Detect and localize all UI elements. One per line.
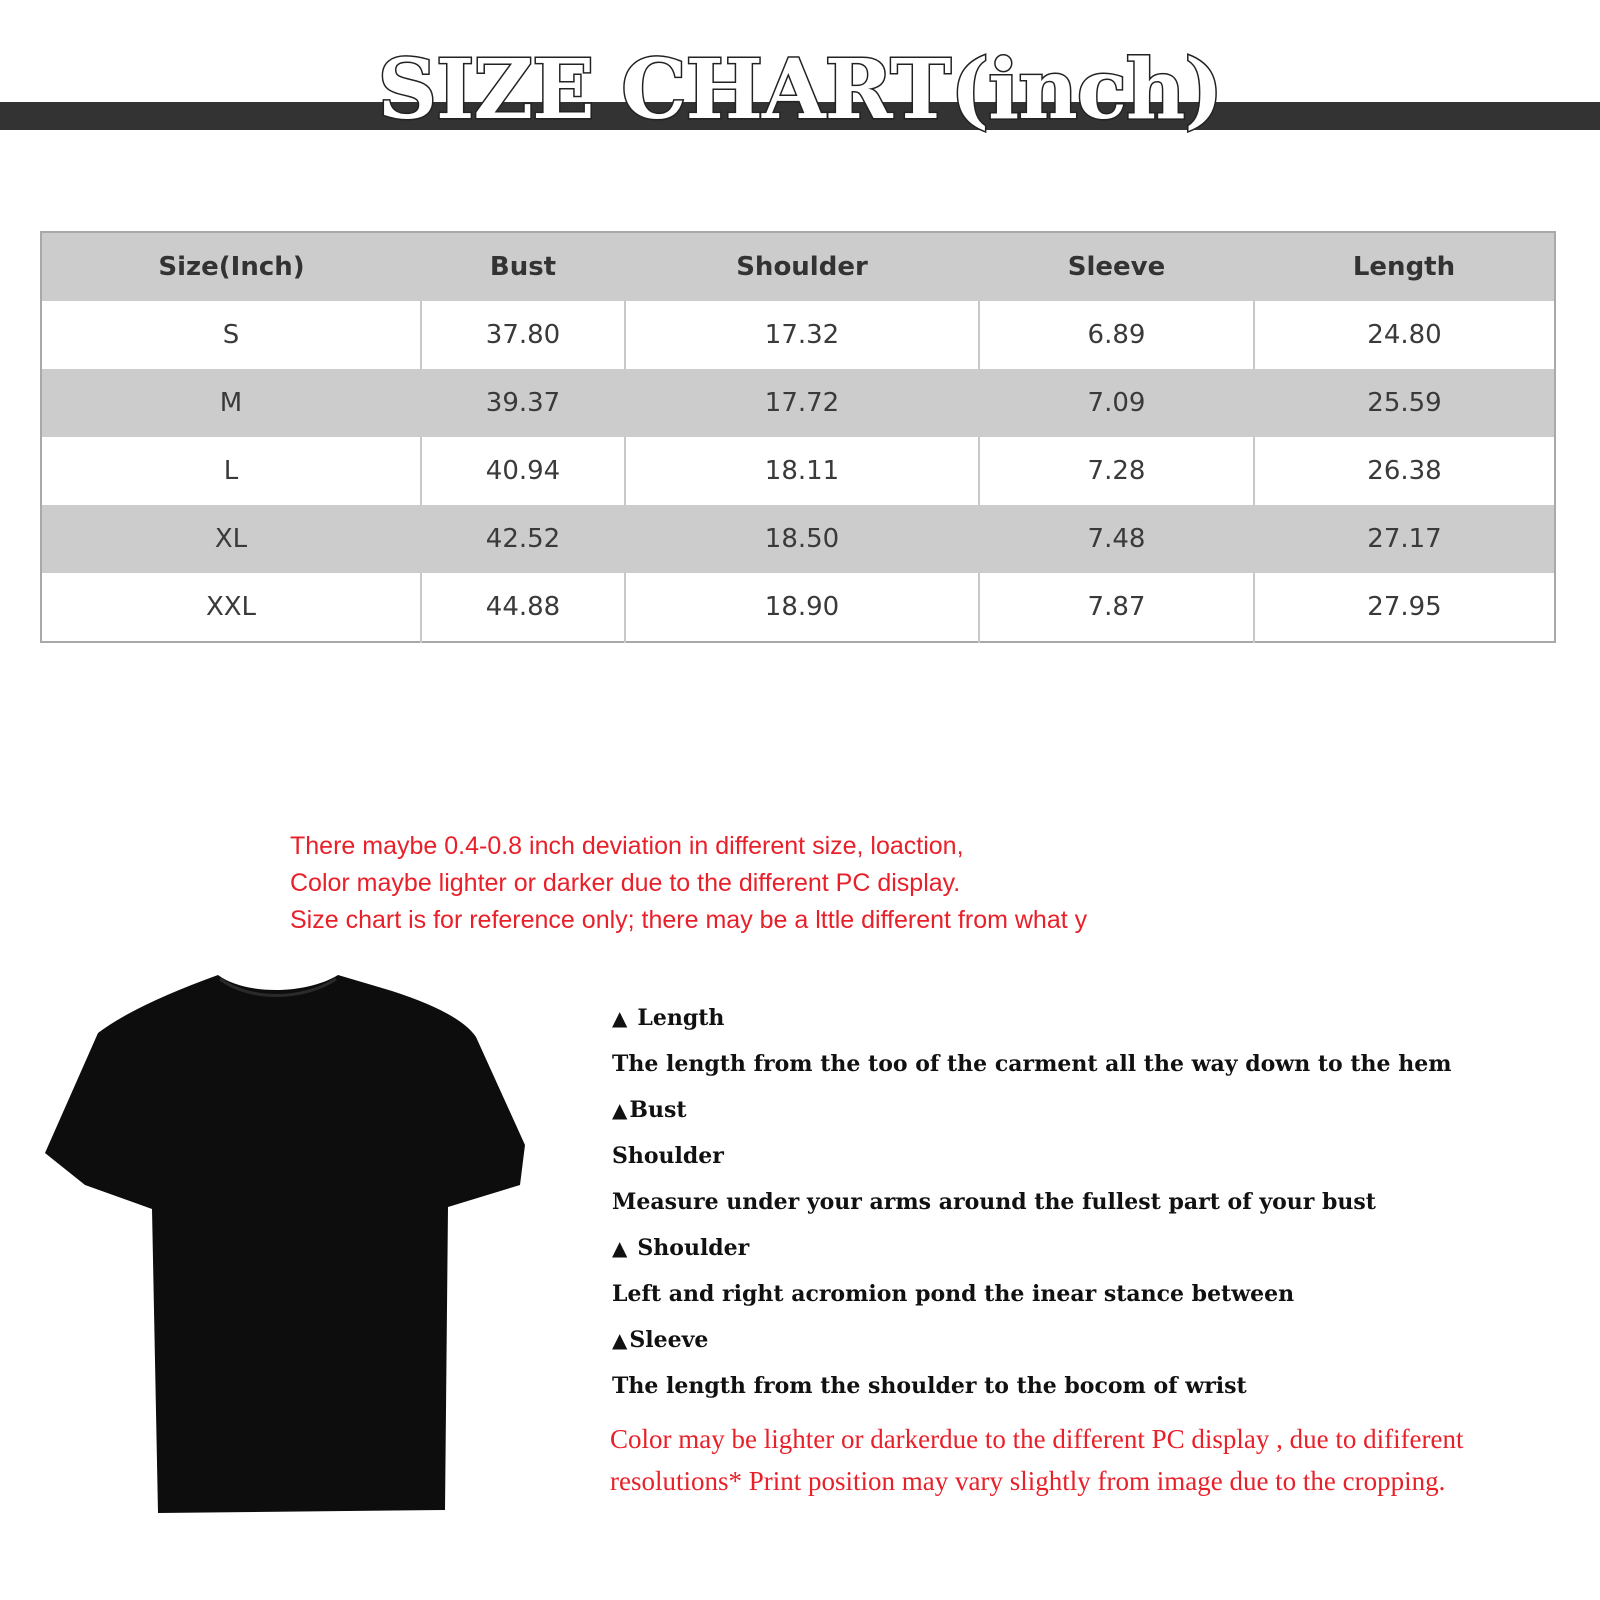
table-row [41, 369, 1555, 437]
bust-description: Measure under your arms around the fullest part of your bust [612, 1189, 1376, 1215]
cell-length: 24.80 [1254, 301, 1555, 369]
triangle-icon: ▲ [612, 1328, 628, 1352]
triangle-icon: ▲ [612, 1098, 628, 1122]
sleeve-description: The length from the shoulder to the bocom of wrist [612, 1373, 1247, 1399]
cell-bust: 42.52 [421, 505, 625, 573]
sleeve-heading: ▲Sleeve [612, 1322, 1572, 1368]
tshirt-body [45, 975, 525, 1513]
cell-sleeve: 7.28 [979, 437, 1254, 505]
notice-line: Color maybe lighter or darker due to the different PC display. [290, 869, 961, 897]
cell-shoulder: 17.32 [625, 301, 979, 369]
cell-length: 26.38 [1254, 437, 1555, 505]
cell-shoulder: 17.72 [625, 369, 979, 437]
cell-sleeve: 7.09 [979, 369, 1254, 437]
cell-sleeve: 7.87 [979, 573, 1254, 642]
cell-size: M [41, 369, 421, 437]
color-disclaimer: Color may be lighter or darkerdue to the different PC display , due to dififerent resolutions* Print position may vary slightly from image due to the cropping. [610, 1424, 1464, 1496]
cell-sleeve: 7.48 [979, 505, 1254, 573]
notice-line: Size chart is for reference only; there may be a lttle different from what y [290, 906, 1088, 934]
table-row [41, 505, 1555, 573]
cell-length: 27.17 [1254, 505, 1555, 573]
shoulder-description: Left and right acromion pond the inear stance between [612, 1281, 1295, 1307]
table-row [41, 573, 1555, 642]
header-length: Length [1254, 232, 1555, 301]
table-row [41, 437, 1555, 505]
cell-sleeve: 6.89 [979, 301, 1254, 369]
bust-subheading: Shoulder [612, 1143, 724, 1169]
header-shoulder: Shoulder [625, 232, 979, 301]
cell-size: L [223, 456, 239, 486]
cell-bust: 44.88 [421, 573, 625, 642]
measurement-guide [612, 1000, 1572, 1414]
cell-shoulder: 18.11 [625, 437, 979, 505]
cell-bust: 37.80 [421, 301, 625, 369]
cell-bust: 39.37 [421, 369, 625, 437]
cell-shoulder: 18.50 [625, 505, 979, 573]
table-header-row [41, 232, 1555, 301]
cell-shoulder: 18.90 [625, 573, 979, 642]
length-heading: ▲ Length [612, 1000, 1572, 1046]
cell-size: XL [41, 505, 421, 573]
notice-line: There maybe 0.4-0.8 inch deviation in different size, loaction, [290, 832, 964, 860]
triangle-icon: ▲ [612, 1236, 628, 1260]
cell-length: 27.95 [1254, 573, 1555, 642]
bust-heading: ▲Bust [612, 1092, 1572, 1138]
deviation-notice [290, 828, 1150, 939]
cell-size: S [222, 320, 240, 350]
header-size: Size(Inch) [41, 232, 421, 301]
table-row [41, 301, 1555, 369]
tshirt-image [40, 975, 540, 1535]
header-bust: Bust [421, 232, 625, 301]
triangle-icon: ▲ [612, 1006, 628, 1030]
page-title: SIZE CHART(inch) [377, 42, 1223, 138]
header-sleeve: Sleeve [979, 232, 1254, 301]
size-table [40, 231, 1556, 643]
cell-size: XXL [205, 592, 257, 622]
length-description: The length from the too of the carment all the way down to the hem [612, 1051, 1452, 1077]
cell-length: 25.59 [1254, 369, 1555, 437]
shoulder-heading: ▲ Shoulder [612, 1230, 1572, 1276]
cell-bust: 40.94 [421, 437, 625, 505]
